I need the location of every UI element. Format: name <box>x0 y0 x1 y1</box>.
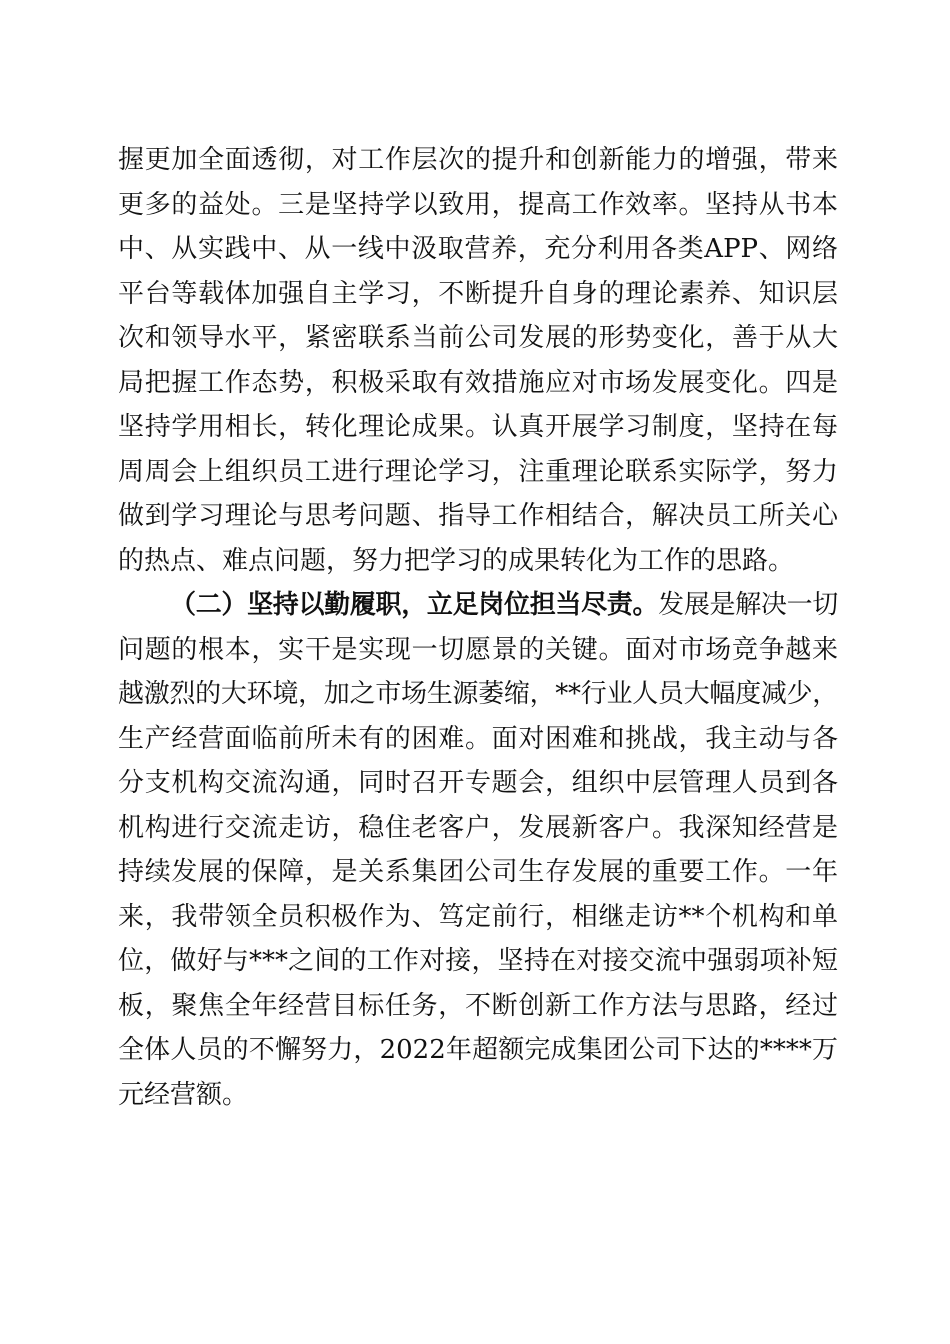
text-line: 位，做好与***之间的工作对接，坚持在对接交流中强弱项补短 <box>118 946 838 976</box>
text-line: 越激烈的大环境，加之市场生源萎缩，**行业人员大幅度减少， <box>118 679 839 709</box>
text-line: 平台等载体加强自主学习，不断提升自身的理论素养、知识层 <box>118 278 838 309</box>
heading-line <box>118 583 838 628</box>
text-line: 的热点、难点问题，努力把学习的成果转化为工作的思路。 <box>118 545 795 576</box>
text-line: 次和领导水平，紧密联系当前公司发展的形势变化，善于从大 <box>118 323 838 353</box>
text-line: 问题的根本，实干是实现一切愿景的关键。面对市场竞争越来 <box>118 634 838 665</box>
text-line: 全体人员的不懈努力，2022年超额完成集团公司下达的****万 <box>118 1035 838 1065</box>
text-line: 坚持学用相长，转化理论成果。认真开展学习制度，坚持在每 <box>118 412 838 442</box>
text-line: 中、从实践中、从一线中汲取营养，充分利用各类APP、网络 <box>118 234 838 264</box>
text-line: 机构进行交流走访，稳住老客户，发展新客户。我深知经营是 <box>118 812 838 843</box>
text-line: 生产经营面临前所未有的困难。面对困难和挑战，我主动与各 <box>118 723 838 754</box>
text-line: 局把握工作态势，积极采取有效措施应对市场发展变化。四是 <box>118 367 838 398</box>
text-line: 握更加全面透彻，对工作层次的提升和创新能力的增强，带来 <box>118 145 838 175</box>
text-line: 板，聚焦全年经营目标任务，不断创新工作方法与思路，经过 <box>118 990 838 1021</box>
text-line: 来，我带领全员积极作为、笃定前行，相继走访**个机构和单 <box>118 901 838 932</box>
body-text <box>118 138 838 1117</box>
paragraph-study <box>118 138 838 583</box>
paragraph-duty <box>118 583 838 1117</box>
text-line: 持续发展的保障，是关系集团公司生存发展的重要工作。一年 <box>118 857 838 887</box>
text-line: 元经营额。 <box>118 1079 249 1110</box>
text-line: 周周会上组织员工进行理论学习，注重理论联系实际学，努力 <box>118 456 838 487</box>
text-line: 更多的益处。三是坚持学以致用，提高工作效率。坚持从书本 <box>118 189 838 220</box>
text-line: 分支机构交流沟通，同时召开专题会，组织中层管理人员到各 <box>118 768 838 798</box>
text-line: 做到学习理论与思考问题、指导工作相结合，解决员工所关心 <box>118 501 838 531</box>
text-fragment: 发展是解决一切 <box>658 590 839 620</box>
section-heading: （二）坚持以勤履职，立足岗位担当尽责。 <box>170 590 659 620</box>
